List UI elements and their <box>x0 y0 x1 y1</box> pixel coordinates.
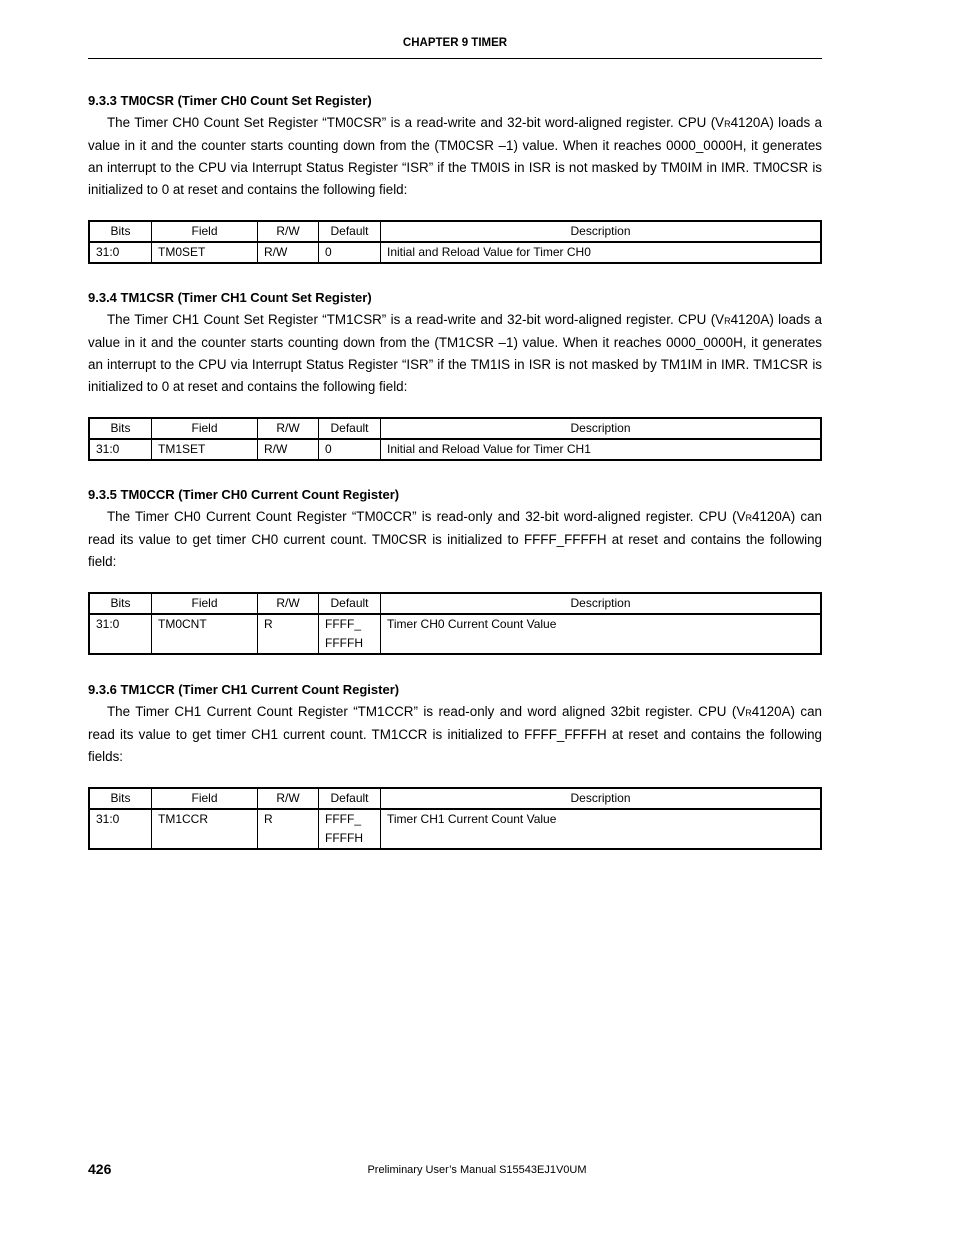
header-description: Description <box>381 418 822 439</box>
header-bits: Bits <box>89 593 152 614</box>
table-header-row <box>89 788 821 809</box>
cell-rw: R/W <box>258 242 319 263</box>
page-number: 426 <box>88 1161 112 1177</box>
table-row <box>89 614 821 654</box>
register-table <box>88 220 822 264</box>
header-default: Default <box>319 418 381 439</box>
register-table <box>88 417 822 461</box>
default-line-2: FFFFH <box>325 831 363 845</box>
header-description: Description <box>381 788 822 809</box>
cell-description: Timer CH0 Current Count Value <box>381 614 822 654</box>
header-default: Default <box>319 221 381 242</box>
cell-bits: 31:0 <box>89 439 152 460</box>
section-paragraph: The Timer CH0 Count Set Register “TM0CSR” is a read-write and 32-bit word-aligned register. CPU (VR4120A) loads a value in it and the counter starts counting down from the (TM0CSR –1) value. When it reaches 0000_0000H, it generates an interrupt to the CPU via Interrupt Status Register “ISR” if the TM0IS in ISR is not masked by TM0IM in IMR. TM0CSR is initialized to 0 at reset and contains the following field: <box>88 115 822 197</box>
header-rw: R/W <box>258 788 319 809</box>
section-paragraph: The Timer CH1 Count Set Register “TM1CSR” is a read-write and 32-bit word-aligned register. CPU (VR4120A) loads a value in it and the counter starts counting down from the (TM1CSR –1) value. When it reaches 0000_0000H, it generates an interrupt to the CPU via Interrupt Status Register “ISR” if the TM1IS in ISR is not masked by TM1IM in IMR. TM1CSR is initialized to 0 at reset and contains the following field: <box>88 312 822 394</box>
section-title: 9.3.4 TM1CSR (Timer CH1 Count Set Register) <box>88 290 372 305</box>
header-rw: R/W <box>258 221 319 242</box>
section-tm1csr <box>88 290 822 461</box>
header-bits: Bits <box>89 221 152 242</box>
cell-field: TM1SET <box>152 439 258 460</box>
header-field: Field <box>152 221 258 242</box>
cell-field: TM0CNT <box>152 614 258 654</box>
cell-field: TM0SET <box>152 242 258 263</box>
header-rw: R/W <box>258 593 319 614</box>
section-tm0ccr <box>88 487 822 655</box>
header-description: Description <box>381 221 822 242</box>
register-table <box>88 592 822 655</box>
table-row <box>89 439 821 460</box>
default-line-2: FFFFH <box>325 636 363 650</box>
cell-rw: R/W <box>258 439 319 460</box>
section-title: 9.3.5 TM0CCR (Timer CH0 Current Count Register) <box>88 487 400 502</box>
header-default: Default <box>319 593 381 614</box>
section-tm0csr <box>88 93 822 264</box>
cell-description: Initial and Reload Value for Timer CH0 <box>381 242 822 263</box>
register-table <box>88 787 822 850</box>
header-bits: Bits <box>89 418 152 439</box>
section-paragraph: The Timer CH0 Current Count Register “TM0CCR” is read-only and 32-bit word-aligned register. CPU (VR4120A) can read its value to get timer CH0 current count. TM0CSR is initialized to FFFF_FFFFH at reset and contains the following field: <box>88 509 822 569</box>
header-field: Field <box>152 418 258 439</box>
cell-bits: 31:0 <box>89 614 152 654</box>
cell-bits: 31:0 <box>89 809 152 849</box>
table-header-row <box>89 418 821 439</box>
cell-description: Timer CH1 Current Count Value <box>381 809 822 849</box>
header-description: Description <box>381 593 822 614</box>
table-row <box>89 809 821 849</box>
table-header-row <box>89 221 821 242</box>
section-paragraph: The Timer CH1 Current Count Register “TM1CCR” is read-only and word aligned 32bit register. CPU (VR4120A) can read its value to get timer CH1 current count. TM1CCR is initialized to FFFF_FFFFH at reset and contains the following fields: <box>88 704 822 764</box>
header-default: Default <box>319 788 381 809</box>
cell-default: 0 <box>319 439 381 460</box>
cell-default <box>319 614 381 654</box>
cell-default: 0 <box>319 242 381 263</box>
table-header-row <box>89 593 821 614</box>
default-line-1: FFFF_ <box>325 812 361 826</box>
chapter-header: CHAPTER 9 TIMER <box>402 37 508 49</box>
cell-rw: R <box>258 809 319 849</box>
cell-rw: R <box>258 614 319 654</box>
cell-field: TM1CCR <box>152 809 258 849</box>
cell-bits: 31:0 <box>89 242 152 263</box>
header-rule <box>88 58 822 59</box>
header-field: Field <box>152 593 258 614</box>
table-row <box>89 242 821 263</box>
cell-description: Initial and Reload Value for Timer CH1 <box>381 439 822 460</box>
header-bits: Bits <box>89 788 152 809</box>
header-rw: R/W <box>258 418 319 439</box>
section-title: 9.3.6 TM1CCR (Timer CH1 Current Count Register) <box>88 682 400 697</box>
default-line-1: FFFF_ <box>325 617 361 631</box>
manual-title: Preliminary User’s Manual S15543EJ1V0UM <box>367 1164 587 1176</box>
section-title: 9.3.3 TM0CSR (Timer CH0 Count Set Register) <box>88 93 372 108</box>
section-tm1ccr <box>88 682 822 850</box>
header-field: Field <box>152 788 258 809</box>
cell-default <box>319 809 381 849</box>
